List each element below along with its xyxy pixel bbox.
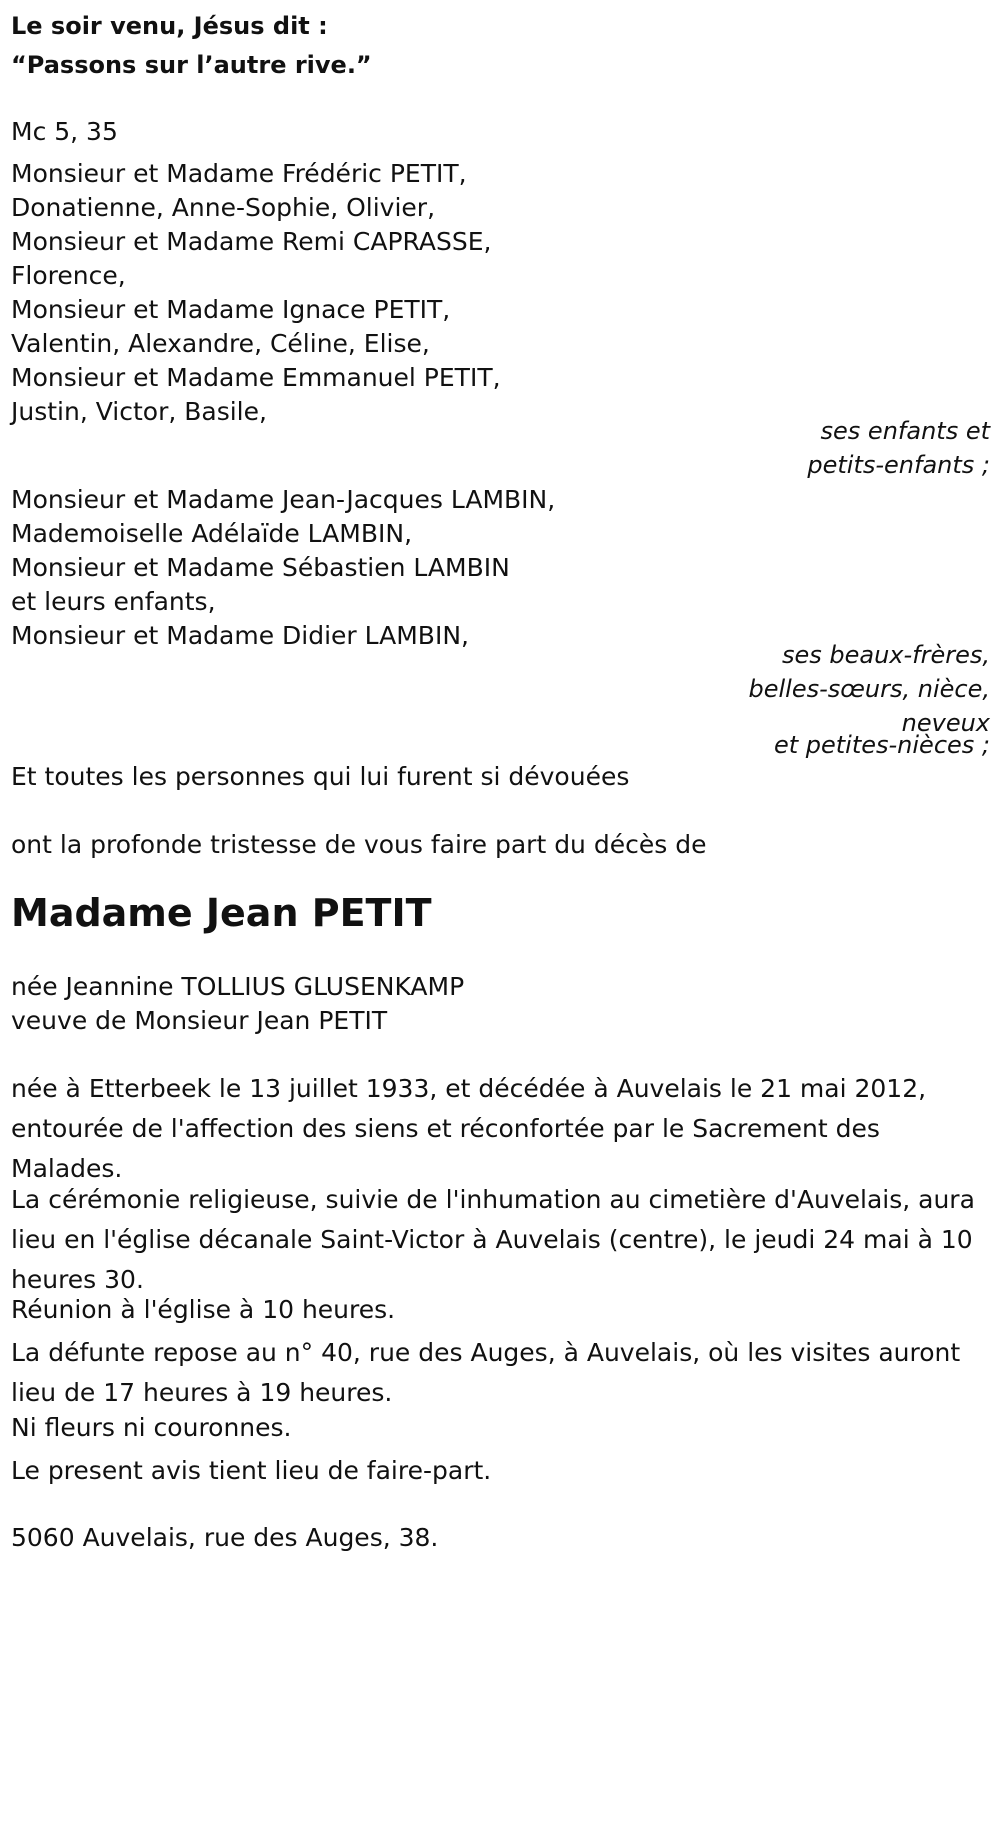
family-line: Justin, Victor, Basile,	[11, 397, 267, 426]
family-line: Monsieur et Madame Didier LAMBIN,	[11, 621, 469, 650]
born-name: née Jeannine TOLLIUS GLUSENKAMP	[11, 972, 465, 1001]
children-relation: petits-enfants ;	[807, 451, 990, 479]
devoted-line: Et toutes les personnes qui lui furent si dévouées	[11, 762, 630, 791]
deceased-name: Madame Jean PETIT	[11, 891, 432, 935]
family-line: Monsieur et Madame Ignace PETIT,	[11, 295, 451, 324]
quote-line-2: “Passons sur l’autre rive.”	[11, 51, 372, 79]
flowers-paragraph: Ni fleurs ni couronnes.	[11, 1413, 292, 1442]
family-line: Valentin, Alexandre, Céline, Elise,	[11, 329, 430, 358]
in-laws-relation: et petites-nièces ;	[773, 731, 990, 759]
announcement-line: ont la profonde tristesse de vous faire part du décès de	[11, 830, 707, 859]
birth-death-paragraph: née à Etterbeek le 13 juillet 1933, et décédée à Auvelais le 21 mai 2012, entourée de l'affection des siens et réconfortée par le Sacrement des Malades.	[11, 1074, 927, 1183]
quote-line-1: Le soir venu, Jésus dit :	[11, 12, 328, 40]
meeting-paragraph: Réunion à l'église à 10 heures.	[11, 1295, 396, 1324]
family-line: Monsieur et Madame Emmanuel PETIT,	[11, 363, 501, 392]
ceremony-paragraph: La cérémonie religieuse, suivie de l'inhumation au cimetière d'Auvelais, aura lieu en l'église décanale Saint-Victor à Auvelais (centre), le jeudi 24 mai à 10 heures 30.	[11, 1185, 975, 1294]
family-line: Monsieur et Madame Jean-Jacques LAMBIN,	[11, 485, 556, 514]
visits-paragraph: La défunte repose au n° 40, rue des Auges, à Auvelais, où les visites auront lieu de 17 heures à 19 heures.	[11, 1338, 961, 1407]
family-line: Monsieur et Madame Frédéric PETIT,	[11, 159, 467, 188]
family-line: Mademoiselle Adélaïde LAMBIN,	[11, 519, 413, 548]
family-line: et leurs enfants,	[11, 587, 216, 616]
family-line: Monsieur et Madame Sébastien LAMBIN	[11, 553, 510, 582]
widow-of: veuve de Monsieur Jean PETIT	[11, 1006, 388, 1035]
family-line: Florence,	[11, 261, 126, 290]
in-laws-relation: neveux	[901, 709, 990, 737]
address-line: 5060 Auvelais, rue des Auges, 38.	[11, 1523, 439, 1552]
family-line: Monsieur et Madame Remi CAPRASSE,	[11, 227, 492, 256]
in-laws-relation: ses beaux-frères,	[781, 641, 990, 669]
quote-reference: Mc 5, 35	[11, 117, 118, 146]
family-line: Donatienne, Anne-Sophie, Olivier,	[11, 193, 436, 222]
notice-paragraph: Le present avis tient lieu de faire-part.	[11, 1456, 492, 1485]
children-relation: ses enfants et	[820, 417, 990, 445]
in-laws-relation: belles-sœurs, nièce,	[748, 675, 990, 703]
